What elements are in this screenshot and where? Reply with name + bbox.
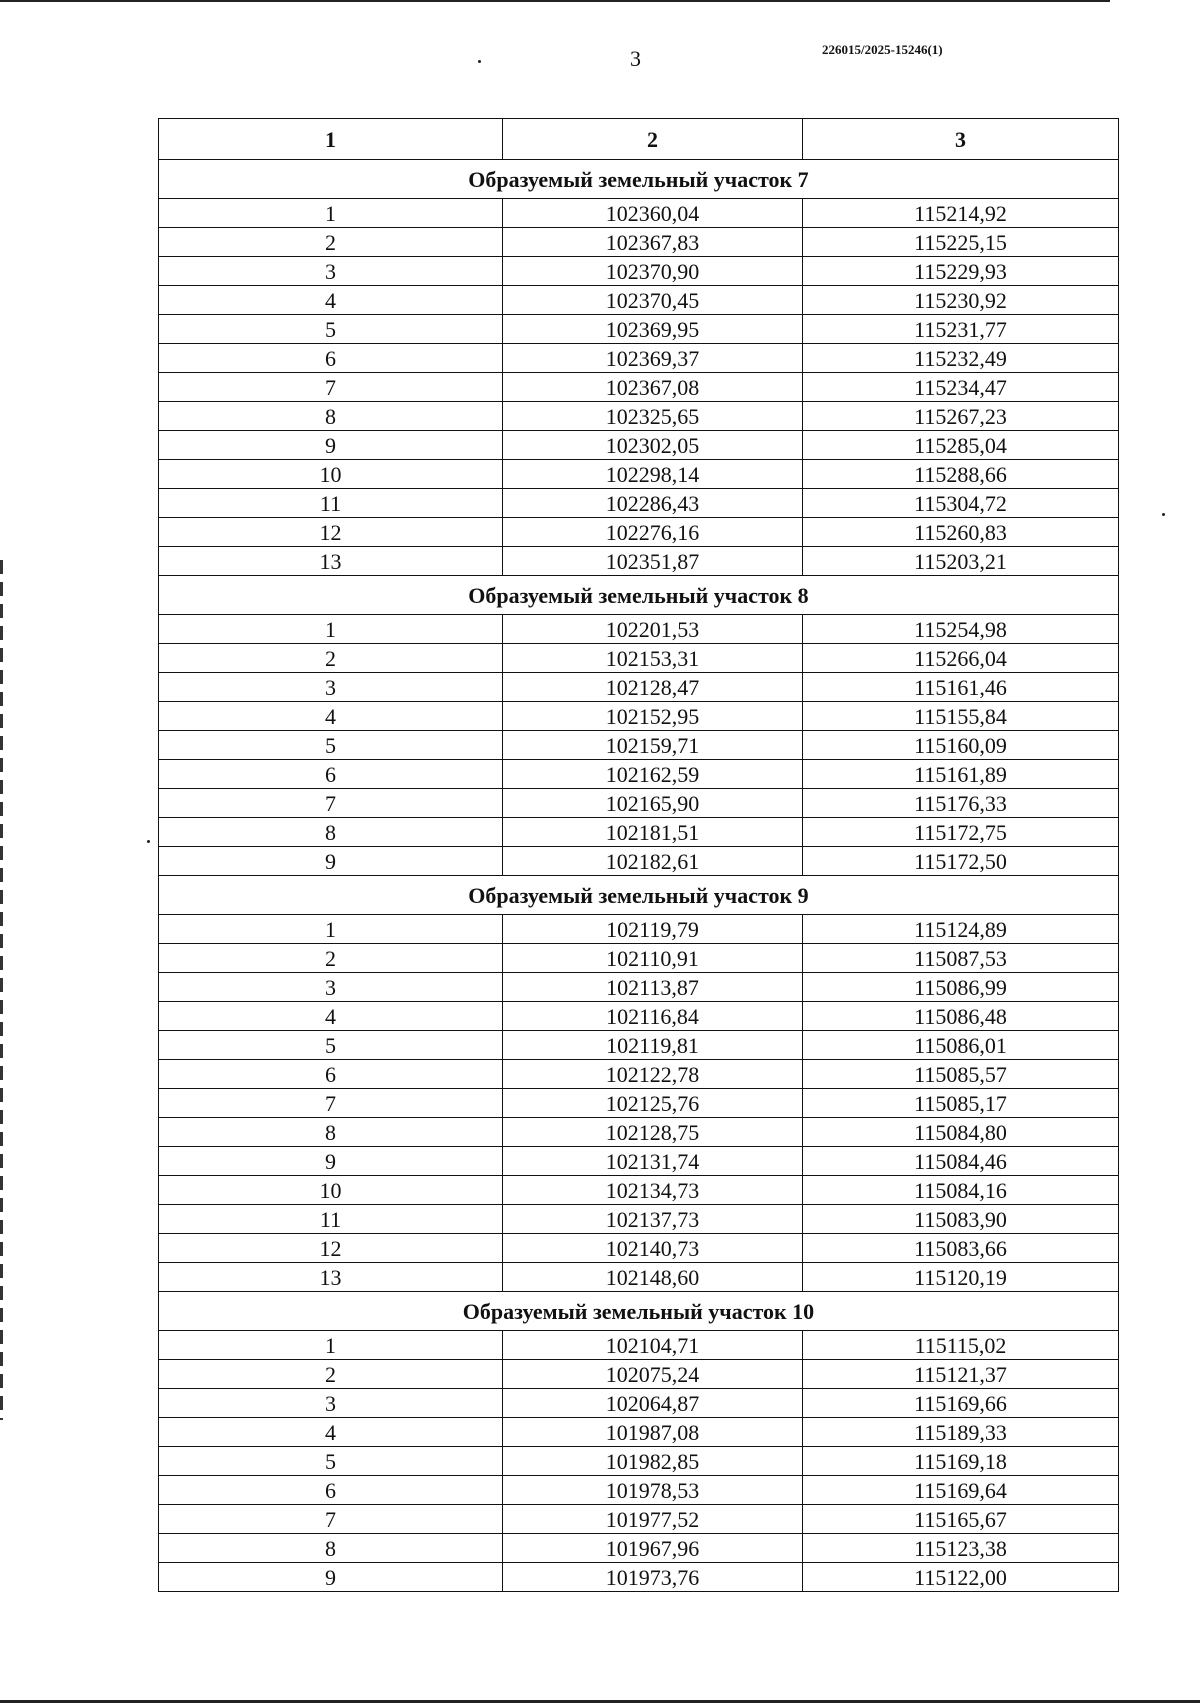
y-coordinate-cell: 115083,66 xyxy=(803,1234,1119,1263)
x-coordinate-cell: 102140,73 xyxy=(503,1234,803,1263)
table-row xyxy=(159,489,1119,518)
table-row xyxy=(159,1118,1119,1147)
x-coordinate-cell: 102153,31 xyxy=(503,644,803,673)
section-header-row xyxy=(159,1292,1119,1331)
table-row xyxy=(159,1031,1119,1060)
point-number-cell: 2 xyxy=(159,944,503,973)
scan-speck xyxy=(478,60,481,63)
x-coordinate-cell: 102128,75 xyxy=(503,1118,803,1147)
table-row xyxy=(159,1205,1119,1234)
y-coordinate-cell: 115189,33 xyxy=(803,1418,1119,1447)
table-row xyxy=(159,1234,1119,1263)
section-header-row xyxy=(159,160,1119,199)
table-row xyxy=(159,518,1119,547)
x-coordinate-cell: 102351,87 xyxy=(503,547,803,576)
scan-border-top xyxy=(0,0,1110,2)
point-number-cell: 4 xyxy=(159,286,503,315)
x-coordinate-cell: 102159,71 xyxy=(503,731,803,760)
table-row xyxy=(159,286,1119,315)
y-coordinate-cell: 115120,19 xyxy=(803,1263,1119,1292)
point-number-cell: 9 xyxy=(159,847,503,876)
y-coordinate-cell: 115234,47 xyxy=(803,373,1119,402)
point-number-cell: 4 xyxy=(159,1002,503,1031)
y-coordinate-cell: 115169,18 xyxy=(803,1447,1119,1476)
x-coordinate-cell: 102122,78 xyxy=(503,1060,803,1089)
point-number-cell: 3 xyxy=(159,973,503,1002)
y-coordinate-cell: 115229,93 xyxy=(803,257,1119,286)
x-coordinate-cell: 102064,87 xyxy=(503,1389,803,1418)
y-coordinate-cell: 115169,66 xyxy=(803,1389,1119,1418)
point-number-cell: 3 xyxy=(159,673,503,702)
table-row xyxy=(159,1418,1119,1447)
table-row xyxy=(159,1476,1119,1505)
table-row xyxy=(159,1447,1119,1476)
scan-speck xyxy=(147,840,150,843)
table-row xyxy=(159,1089,1119,1118)
x-coordinate-cell: 102128,47 xyxy=(503,673,803,702)
point-number-cell: 9 xyxy=(159,1563,503,1592)
y-coordinate-cell: 115084,80 xyxy=(803,1118,1119,1147)
x-coordinate-cell: 102367,83 xyxy=(503,228,803,257)
table-row xyxy=(159,789,1119,818)
x-coordinate-cell: 101978,53 xyxy=(503,1476,803,1505)
x-coordinate-cell: 102201,53 xyxy=(503,615,803,644)
table-row xyxy=(159,373,1119,402)
page-number: 3 xyxy=(630,46,641,71)
point-number-cell: 6 xyxy=(159,1476,503,1505)
point-number-cell: 5 xyxy=(159,1447,503,1476)
x-coordinate-cell: 102148,60 xyxy=(503,1263,803,1292)
document-reference: 226015/2025-15246(1) xyxy=(822,42,943,57)
y-coordinate-cell: 115161,46 xyxy=(803,673,1119,702)
table-row xyxy=(159,431,1119,460)
point-number-cell: 7 xyxy=(159,373,503,402)
y-coordinate-cell: 115214,92 xyxy=(803,199,1119,228)
point-number-cell: 9 xyxy=(159,431,503,460)
x-coordinate-cell: 102131,74 xyxy=(503,1147,803,1176)
point-number-cell: 8 xyxy=(159,1534,503,1563)
x-coordinate-cell: 102182,61 xyxy=(503,847,803,876)
section-title: Образуемый земельный участок 10 xyxy=(159,1292,1119,1331)
point-number-cell: 11 xyxy=(159,1205,503,1234)
table-row xyxy=(159,644,1119,673)
y-coordinate-cell: 115160,09 xyxy=(803,731,1119,760)
point-number-cell: 13 xyxy=(159,547,503,576)
table-row xyxy=(159,1002,1119,1031)
point-number-cell: 6 xyxy=(159,344,503,373)
y-coordinate-cell: 115124,89 xyxy=(803,915,1119,944)
y-coordinate-cell: 115086,99 xyxy=(803,973,1119,1002)
y-coordinate-cell: 115123,38 xyxy=(803,1534,1119,1563)
table-row xyxy=(159,944,1119,973)
table-row xyxy=(159,257,1119,286)
x-coordinate-cell: 102286,43 xyxy=(503,489,803,518)
point-number-cell: 11 xyxy=(159,489,503,518)
y-coordinate-cell: 115288,66 xyxy=(803,460,1119,489)
table-row xyxy=(159,731,1119,760)
table-header-row xyxy=(159,119,1119,160)
y-coordinate-cell: 115266,04 xyxy=(803,644,1119,673)
scan-border-bottom xyxy=(0,1700,1200,1703)
y-coordinate-cell: 115225,15 xyxy=(803,228,1119,257)
table-row xyxy=(159,547,1119,576)
y-coordinate-cell: 115086,48 xyxy=(803,1002,1119,1031)
section-title: Образуемый земельный участок 9 xyxy=(159,876,1119,915)
table-row xyxy=(159,1176,1119,1205)
x-coordinate-cell: 102276,16 xyxy=(503,518,803,547)
x-coordinate-cell: 102113,87 xyxy=(503,973,803,1002)
x-coordinate-cell: 102134,73 xyxy=(503,1176,803,1205)
y-coordinate-cell: 115232,49 xyxy=(803,344,1119,373)
y-coordinate-cell: 115086,01 xyxy=(803,1031,1119,1060)
table-row xyxy=(159,1331,1119,1360)
y-coordinate-cell: 115165,67 xyxy=(803,1505,1119,1534)
x-coordinate-cell: 102298,14 xyxy=(503,460,803,489)
point-number-cell: 9 xyxy=(159,1147,503,1176)
y-coordinate-cell: 115161,89 xyxy=(803,760,1119,789)
x-coordinate-cell: 101982,85 xyxy=(503,1447,803,1476)
table-row xyxy=(159,702,1119,731)
point-number-cell: 8 xyxy=(159,818,503,847)
column-header: 2 xyxy=(503,119,803,160)
point-number-cell: 3 xyxy=(159,257,503,286)
point-number-cell: 1 xyxy=(159,915,503,944)
table-row xyxy=(159,1389,1119,1418)
y-coordinate-cell: 115169,64 xyxy=(803,1476,1119,1505)
coordinates-table xyxy=(158,118,1119,1592)
y-coordinate-cell: 115085,57 xyxy=(803,1060,1119,1089)
y-coordinate-cell: 115172,50 xyxy=(803,847,1119,876)
table-row xyxy=(159,1060,1119,1089)
x-coordinate-cell: 102125,76 xyxy=(503,1089,803,1118)
table-row xyxy=(159,1263,1119,1292)
x-coordinate-cell: 102302,05 xyxy=(503,431,803,460)
y-coordinate-cell: 115087,53 xyxy=(803,944,1119,973)
table-row xyxy=(159,344,1119,373)
x-coordinate-cell: 102367,08 xyxy=(503,373,803,402)
table-row xyxy=(159,673,1119,702)
table-row xyxy=(159,1505,1119,1534)
y-coordinate-cell: 115230,92 xyxy=(803,286,1119,315)
x-coordinate-cell: 101973,76 xyxy=(503,1563,803,1592)
point-number-cell: 5 xyxy=(159,1031,503,1060)
y-coordinate-cell: 115260,83 xyxy=(803,518,1119,547)
table-row xyxy=(159,460,1119,489)
table-row xyxy=(159,402,1119,431)
y-coordinate-cell: 115121,37 xyxy=(803,1360,1119,1389)
x-coordinate-cell: 101987,08 xyxy=(503,1418,803,1447)
y-coordinate-cell: 115155,84 xyxy=(803,702,1119,731)
section-header-row xyxy=(159,576,1119,615)
point-number-cell: 7 xyxy=(159,1089,503,1118)
point-number-cell: 2 xyxy=(159,228,503,257)
table-row xyxy=(159,1563,1119,1592)
point-number-cell: 1 xyxy=(159,1331,503,1360)
section-header-row xyxy=(159,876,1119,915)
x-coordinate-cell: 102165,90 xyxy=(503,789,803,818)
x-coordinate-cell: 102119,79 xyxy=(503,915,803,944)
x-coordinate-cell: 102370,90 xyxy=(503,257,803,286)
x-coordinate-cell: 102116,84 xyxy=(503,1002,803,1031)
y-coordinate-cell: 115084,46 xyxy=(803,1147,1119,1176)
point-number-cell: 1 xyxy=(159,615,503,644)
point-number-cell: 5 xyxy=(159,731,503,760)
table-body xyxy=(159,160,1119,1592)
x-coordinate-cell: 102370,45 xyxy=(503,286,803,315)
y-coordinate-cell: 115172,75 xyxy=(803,818,1119,847)
x-coordinate-cell: 102360,04 xyxy=(503,199,803,228)
table-row xyxy=(159,760,1119,789)
y-coordinate-cell: 115084,16 xyxy=(803,1176,1119,1205)
section-title: Образуемый земельный участок 7 xyxy=(159,160,1119,199)
point-number-cell: 12 xyxy=(159,1234,503,1263)
x-coordinate-cell: 102137,73 xyxy=(503,1205,803,1234)
x-coordinate-cell: 102325,65 xyxy=(503,402,803,431)
point-number-cell: 8 xyxy=(159,402,503,431)
y-coordinate-cell: 115254,98 xyxy=(803,615,1119,644)
column-header: 1 xyxy=(159,119,503,160)
x-coordinate-cell: 102162,59 xyxy=(503,760,803,789)
y-coordinate-cell: 115122,00 xyxy=(803,1563,1119,1592)
y-coordinate-cell: 115083,90 xyxy=(803,1205,1119,1234)
column-header: 3 xyxy=(803,119,1119,160)
y-coordinate-cell: 115285,04 xyxy=(803,431,1119,460)
point-number-cell: 8 xyxy=(159,1118,503,1147)
y-coordinate-cell: 115085,17 xyxy=(803,1089,1119,1118)
table-row xyxy=(159,1147,1119,1176)
point-number-cell: 7 xyxy=(159,789,503,818)
table-row xyxy=(159,818,1119,847)
table-row xyxy=(159,915,1119,944)
x-coordinate-cell: 102110,91 xyxy=(503,944,803,973)
point-number-cell: 6 xyxy=(159,760,503,789)
x-coordinate-cell: 102369,95 xyxy=(503,315,803,344)
y-coordinate-cell: 115304,72 xyxy=(803,489,1119,518)
table-row xyxy=(159,847,1119,876)
point-number-cell: 10 xyxy=(159,1176,503,1205)
point-number-cell: 12 xyxy=(159,518,503,547)
point-number-cell: 3 xyxy=(159,1389,503,1418)
x-coordinate-cell: 101967,96 xyxy=(503,1534,803,1563)
point-number-cell: 10 xyxy=(159,460,503,489)
point-number-cell: 5 xyxy=(159,315,503,344)
table-row xyxy=(159,315,1119,344)
table-row xyxy=(159,1360,1119,1389)
table-row xyxy=(159,1534,1119,1563)
section-title: Образуемый земельный участок 8 xyxy=(159,576,1119,615)
table-row xyxy=(159,228,1119,257)
y-coordinate-cell: 115176,33 xyxy=(803,789,1119,818)
point-number-cell: 6 xyxy=(159,1060,503,1089)
point-number-cell: 2 xyxy=(159,1360,503,1389)
x-coordinate-cell: 102119,81 xyxy=(503,1031,803,1060)
point-number-cell: 4 xyxy=(159,1418,503,1447)
y-coordinate-cell: 115267,23 xyxy=(803,402,1119,431)
x-coordinate-cell: 102075,24 xyxy=(503,1360,803,1389)
y-coordinate-cell: 115231,77 xyxy=(803,315,1119,344)
x-coordinate-cell: 101977,52 xyxy=(503,1505,803,1534)
table-row xyxy=(159,615,1119,644)
x-coordinate-cell: 102152,95 xyxy=(503,702,803,731)
scan-speck xyxy=(1162,513,1165,516)
x-coordinate-cell: 102369,37 xyxy=(503,344,803,373)
y-coordinate-cell: 115115,02 xyxy=(803,1331,1119,1360)
point-number-cell: 2 xyxy=(159,644,503,673)
point-number-cell: 4 xyxy=(159,702,503,731)
x-coordinate-cell: 102181,51 xyxy=(503,818,803,847)
table-row xyxy=(159,199,1119,228)
y-coordinate-cell: 115203,21 xyxy=(803,547,1119,576)
scan-border-left xyxy=(0,560,3,1420)
table-row xyxy=(159,973,1119,1002)
point-number-cell: 1 xyxy=(159,199,503,228)
point-number-cell: 7 xyxy=(159,1505,503,1534)
x-coordinate-cell: 102104,71 xyxy=(503,1331,803,1360)
point-number-cell: 13 xyxy=(159,1263,503,1292)
